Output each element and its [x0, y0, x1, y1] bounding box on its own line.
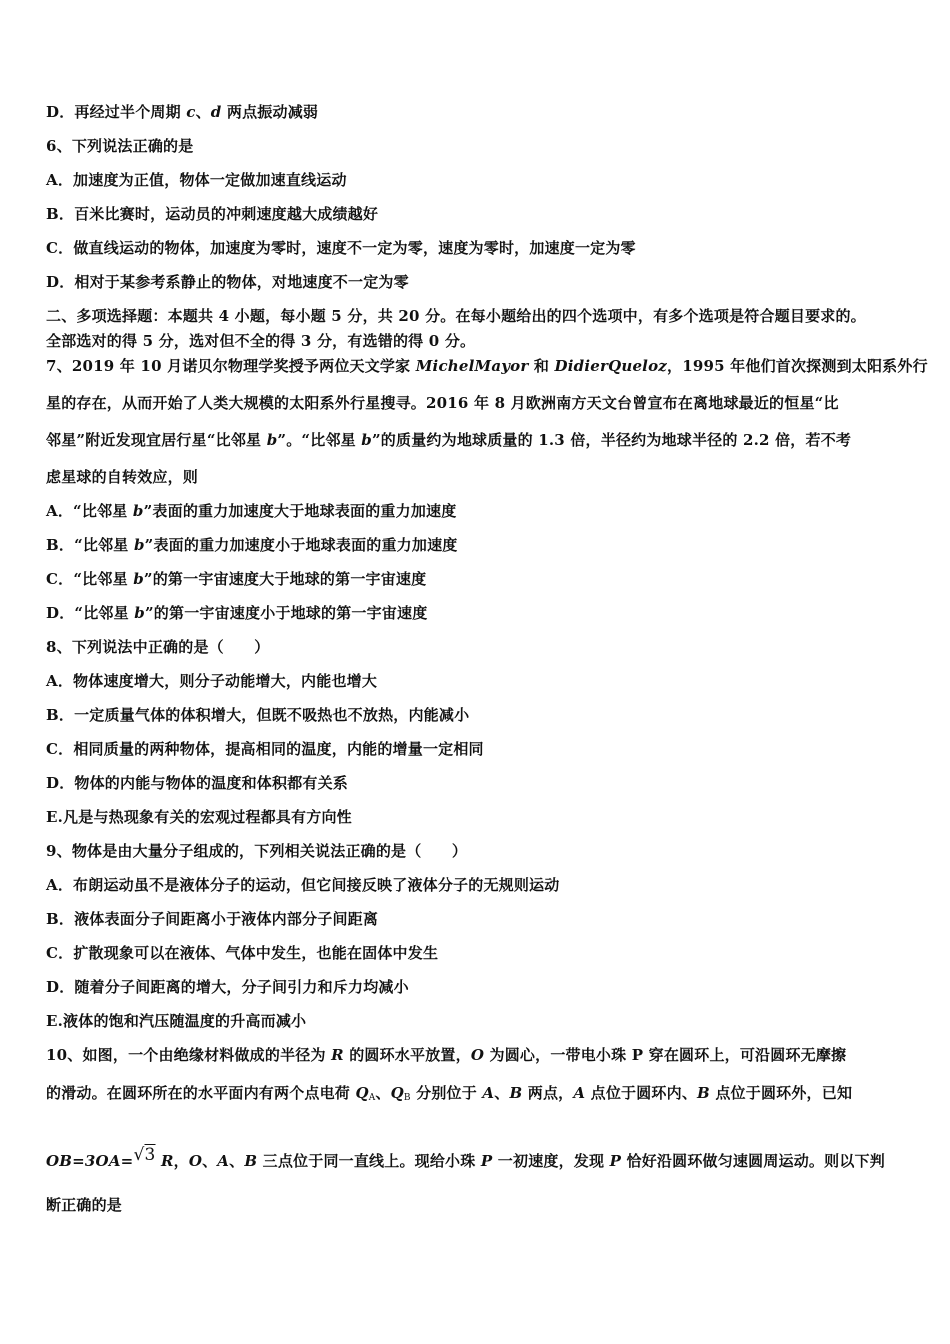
text-segment: ，1995 年他们首次探测到太阳系外行	[667, 357, 928, 375]
italic-symbol: A	[217, 1152, 230, 1170]
question-9-stem	[46, 841, 908, 861]
text-segment: A．物体速度增大，则分子动能增大，内能也增大	[46, 672, 378, 690]
option-8b	[46, 705, 908, 725]
question-7-stem-4	[46, 467, 908, 487]
italic-symbol: Q	[355, 1084, 369, 1102]
text-segment: 、	[375, 1084, 391, 1102]
text-segment: 两点振动减弱	[221, 103, 319, 121]
italic-symbol: b	[132, 502, 144, 520]
text-segment: 虑星球的自转效应，则	[46, 468, 199, 486]
text-segment: D．相对于某参考系静止的物体，对地速度不一定为零	[46, 273, 409, 291]
sqrt-radicand: 3	[144, 1145, 156, 1165]
option-8e	[46, 807, 908, 827]
text-segment: ”的质量约为地球质量的 1.3 倍，半径约为地球半径的 2.2 倍，若不考	[371, 431, 852, 449]
text-segment: 6、下列说法正确的是	[46, 137, 194, 155]
text-segment: B．百米比赛时，运动员的冲刺速度越大成绩越好	[46, 205, 379, 223]
option-8d	[46, 773, 908, 793]
text-segment: ”表面的重力加速度小于地球表面的重力加速度	[144, 536, 458, 554]
text-segment: 7、2019 年 10 月诺贝尔物理学奖授予两位天文学家	[46, 357, 416, 375]
text-segment: D．再经过半个周期	[46, 103, 187, 121]
text-segment: 一初速度，发现	[492, 1152, 610, 1170]
option-7c	[46, 569, 908, 589]
italic-symbol: b	[361, 431, 372, 449]
italic-symbol: b	[134, 604, 145, 622]
italic-symbol: O	[470, 1046, 485, 1064]
text-segment: ，	[173, 1152, 189, 1170]
text-segment: 和	[528, 357, 555, 375]
text-segment: D．“比邻星	[46, 604, 135, 622]
italic-symbol: O	[188, 1152, 203, 1170]
option-6d	[46, 272, 908, 292]
option-8c	[46, 739, 908, 759]
text-segment: D．随着分子间距离的增大，分子间引力和斥力均减小	[46, 978, 409, 996]
question-10-stem-4	[46, 1195, 908, 1215]
italic-symbol: DidierQueloz	[554, 357, 668, 375]
question-10-stem-2	[46, 1083, 908, 1108]
option-5d	[46, 102, 908, 122]
text-segment: 点位于圆环内、	[585, 1084, 698, 1102]
section-heading-cont	[46, 331, 908, 351]
text-segment: 星的存在，从而开始了人类大规模的太阳系外行星搜寻。2016 年 8 月欧洲南方天文台曾宣布在离地球最近的恒星“比	[46, 394, 839, 412]
text-segment: D．物体的内能与物体的温度和体积都有关系	[46, 774, 349, 792]
subscript-text: B	[403, 1093, 411, 1103]
italic-symbol: OB=3OA=	[46, 1152, 134, 1170]
option-9a	[46, 875, 908, 895]
italic-symbol: B	[697, 1084, 710, 1102]
text-segment: E.液体的饱和汽压随温度的升高而减小	[46, 1012, 307, 1030]
text-segment: 两点，	[522, 1084, 574, 1102]
text-segment: 8、下列说法中正确的是（ ）	[46, 638, 270, 656]
italic-symbol: b	[266, 431, 278, 449]
text-segment: 三点位于同一直线上。现给小珠	[257, 1152, 481, 1170]
text-segment: E.凡是与热现象有关的宏观过程都具有方向性	[46, 808, 352, 826]
text-segment: C．扩散现象可以在液体、气体中发生，也能在固体中发生	[46, 944, 439, 962]
text-segment: 、	[202, 1152, 218, 1170]
italic-symbol: A	[573, 1084, 586, 1102]
option-9b	[46, 909, 908, 929]
text-segment: A．加速度为正值，物体一定做加速直线运动	[46, 171, 347, 189]
text-segment: C．做直线运动的物体，加速度为零时，速度不一定为零，速度为零时，加速度一定为零	[46, 239, 636, 257]
text-segment: 邻星”附近发现宜居行星“比邻星	[46, 431, 267, 449]
italic-symbol: B	[244, 1152, 258, 1170]
sqrt-symbol: √3	[133, 1145, 156, 1165]
question-7-stem-2	[46, 393, 908, 413]
text-segment: ”的第一宇宙速度小于地球的第一宇宙速度	[144, 604, 428, 622]
option-8a	[46, 671, 908, 691]
text-segment: 的滑动。在圆环所在的水平面内有两个点电荷	[46, 1084, 356, 1102]
text-segment: 为圆心，一带电小珠 P 穿在圆环上，可沿圆环无摩擦	[484, 1046, 847, 1064]
option-6a	[46, 170, 908, 190]
subscript-text: A	[368, 1093, 376, 1103]
text-segment: C．相同质量的两种物体，提高相同的温度，内能的增量一定相同	[46, 740, 484, 758]
option-6c	[46, 238, 908, 258]
option-9c	[46, 943, 908, 963]
text-segment: A．“比邻星	[46, 502, 133, 520]
text-segment: 恰好沿圆环做匀速圆周运动。则以下判	[621, 1152, 885, 1170]
italic-symbol: b	[133, 536, 145, 554]
option-7d	[46, 603, 908, 623]
text-segment: 、	[195, 103, 211, 121]
text-segment: A．布朗运动虽不是液体分子的运动，但它间接反映了液体分子的无规则运动	[46, 876, 560, 894]
italic-symbol: Q	[390, 1084, 404, 1102]
text-segment: ”的第一宇宙速度大于地球的第一宇宙速度	[143, 570, 427, 588]
question-6-stem	[46, 136, 908, 156]
italic-symbol: b	[133, 570, 144, 588]
text-segment: B．“比邻星	[46, 536, 134, 554]
italic-symbol: R	[155, 1152, 174, 1170]
italic-symbol: P	[609, 1152, 622, 1170]
option-7b	[46, 535, 908, 555]
italic-symbol: B	[509, 1084, 523, 1102]
text-segment: 全部选对的得 5 分，选对但不全的得 3 分，有选错的得 0 分。	[46, 332, 476, 350]
italic-symbol: c	[186, 103, 196, 121]
text-segment: 9、物体是由大量分子组成的，下列相关说法正确的是（ ）	[46, 842, 468, 860]
text-segment: 分别位于	[410, 1084, 483, 1102]
text-segment: ”表面的重力加速度大于地球表面的重力加速度	[143, 502, 457, 520]
option-7a	[46, 501, 908, 521]
text-segment: ”。“比邻星	[277, 431, 362, 449]
text-segment: 二、多项选择题：本题共 4 小题，每小题 5 分，共 20 分。在每小题给出的四个选项中，有多个选项是符合题目要求的。	[46, 307, 866, 325]
question-7-stem-3	[46, 430, 908, 450]
option-9e	[46, 1011, 908, 1031]
text-segment: B．一定质量气体的体积增大，但既不吸热也不放热，内能减小	[46, 706, 470, 724]
italic-symbol: d	[210, 103, 222, 121]
text-segment: 的圆环水平放置，	[343, 1046, 471, 1064]
question-10-stem-3	[46, 1145, 908, 1171]
italic-symbol: P	[480, 1152, 493, 1170]
text-segment: 点位于圆环外，已知	[709, 1084, 853, 1102]
text-segment: 、	[229, 1152, 245, 1170]
question-8-stem	[46, 637, 908, 657]
text-segment: 10、如图，一个由绝缘材料做成的半径为	[46, 1046, 332, 1064]
text-segment: 断正确的是	[46, 1196, 123, 1214]
text-segment: C．“比邻星	[46, 570, 134, 588]
italic-symbol: R	[331, 1046, 344, 1064]
option-9d	[46, 977, 908, 997]
text-segment: 、	[494, 1084, 510, 1102]
section-heading	[46, 306, 908, 326]
option-6b	[46, 204, 908, 224]
text-segment: B．液体表面分子间距离小于液体内部分子间距离	[46, 910, 379, 928]
italic-symbol: MichelMayor	[415, 357, 529, 375]
question-7-stem	[46, 356, 928, 376]
italic-symbol: A	[482, 1084, 495, 1102]
question-10-stem	[46, 1045, 908, 1065]
